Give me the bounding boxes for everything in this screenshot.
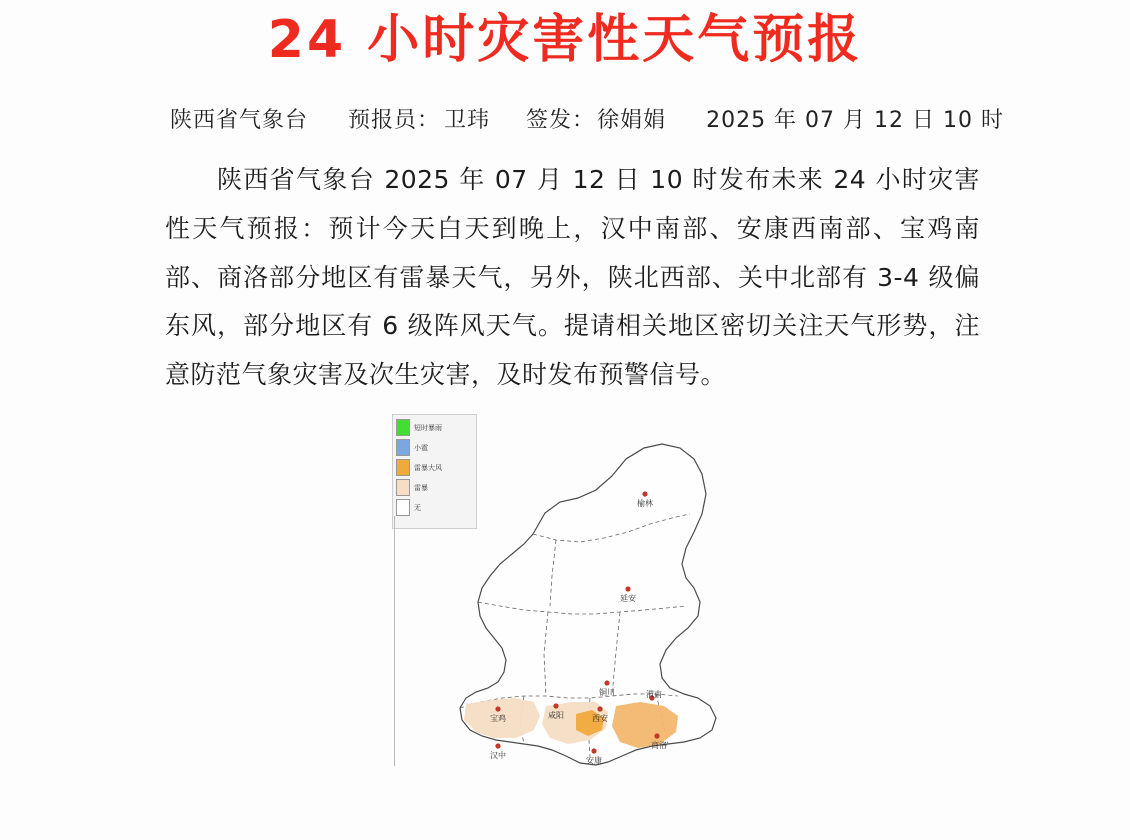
city-label-ankang: 安康 xyxy=(586,755,602,765)
shaanxi-province-map xyxy=(0,406,1130,766)
city-label-hanzhong: 汉中 xyxy=(490,750,506,760)
legend-item xyxy=(396,498,473,518)
map-canvas xyxy=(0,406,1130,766)
forecast-map xyxy=(0,406,1130,766)
forecast-body: 陕西省气象台 2025 年 07 月 12 日 10 时发布未来 24 小时灾害性天气预报：预计今天白天到晚上，汉中南部、安康西南部、宝鸡南部、商洛部分地区有雷暴天气，另外，陕北西部、关中北部有 3-4 级偏东风，部分地区有 6 级阵风天气。提请相关地区密切关注天气形势，注意防范气象灾害及次生灾害，及时发布预警信号。 xyxy=(165,165,980,389)
legend-swatch-none xyxy=(396,499,410,516)
city-label-tongchuan: 铜川 xyxy=(599,687,615,697)
meta-signer: 徐娟娟 xyxy=(597,108,667,133)
legend-item xyxy=(396,438,473,458)
legend-item xyxy=(396,418,473,438)
meta-office: 陕西省气象台 xyxy=(170,108,309,133)
city-label-yulin: 榆林 xyxy=(637,498,653,508)
legend-label: 短时暴雨 xyxy=(414,423,442,432)
city-label-xian: 西安 xyxy=(592,713,608,723)
legend-label: 小雹 xyxy=(414,443,428,452)
meta-signer-label: 签发： xyxy=(526,108,596,133)
city-label-yanan: 延安 xyxy=(620,593,636,603)
legend-swatch-thunderstorm xyxy=(396,479,410,496)
document-meta xyxy=(0,103,1130,134)
legend-swatch-heavy-rain xyxy=(396,419,410,436)
city-label-weinan: 渭南 xyxy=(646,689,662,699)
city-label-baoji: 宝鸡 xyxy=(490,713,506,723)
city-label-xianyang: 咸阳 xyxy=(548,710,564,720)
map-legend xyxy=(392,414,477,529)
meta-forecaster-label: 预报员： xyxy=(348,108,441,133)
legend-swatch-hail xyxy=(396,439,410,456)
legend-item xyxy=(396,478,473,498)
map-axis-line xyxy=(394,516,395,766)
meta-date: 2025 年 07 月 12 日 10 时 xyxy=(706,108,1005,133)
city-label-shangluo: 商洛 xyxy=(651,740,667,750)
legend-label: 雷暴大风 xyxy=(414,463,442,472)
legend-item xyxy=(396,458,473,478)
page-title: 24 小时灾害性天气预报 xyxy=(267,10,863,70)
legend-swatch-thunder-gale xyxy=(396,459,410,476)
meta-forecaster: 卫玮 xyxy=(444,108,491,133)
legend-label: 雷暴 xyxy=(414,483,428,492)
legend-label: 无 xyxy=(414,503,421,512)
